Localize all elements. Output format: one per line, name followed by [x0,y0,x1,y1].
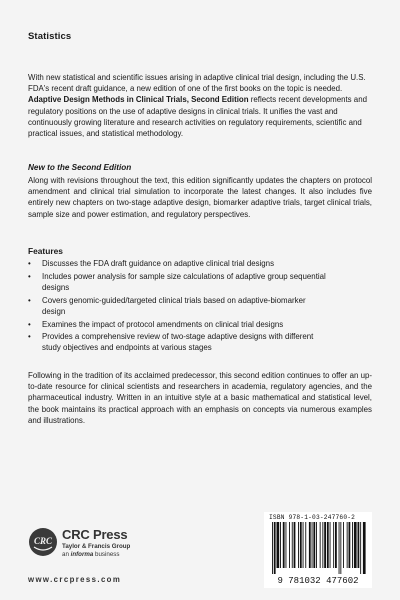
publisher-group: Taylor & Francis Group [62,543,131,550]
feature-item [28,331,328,353]
bullet-icon: • [28,295,31,305]
business-suffix: business [93,551,120,558]
feature-text: Provides a comprehensive review of two-stage adaptive designs with different study objectives and endpoints at various stages [42,332,314,353]
description-text-start: With new statistical and scientific issues arising in adaptive clinical trial design, including the U.S. FDA's recent draft guidance, a new edition of one of the first books on the topic is needed. [28,73,366,94]
barcode-number: 9 781032 477602 [277,576,359,586]
publisher-website: www.crcpress.com [28,575,122,584]
new-edition-paragraph: Along with revisions throughout the text, this edition significantly updates the chapters on protocol amendment and clinical trial simulation to incorporate the latest changes. It also includes five entirely new chapters on two-stage adaptive design, biomarker adaptive trials, target clinical trials, sample size and power estimation, and regulatory perspectives. [28,176,372,219]
feature-text: Includes power analysis for sample size calculations of adaptive group sequential designs [42,271,326,292]
description-text-end: reflects recent developments and regulatory positions on the use of adaptive designs in clinical trials. It unifies the vast and continuously growing literature and research activities on regulatory requirements, scientific and practical issues, and statistical methodology. [28,95,367,139]
closing-paragraph: Following in the tradition of its acclaimed predecessor, this second edition continues to offer an up-to-date resource for clinical scientists and researchers in academia, regulatory agencies, and the pharmaceutical industry. Written in an intuitive style at a basic mathematical and statistical level, the book maintains its practical approach with an emphasis on concepts via numerous examples and illustrations. [28,371,372,425]
features-list [28,258,328,355]
logo-text: CRC [33,536,53,546]
feature-item [28,319,328,330]
barcode-icon [270,522,366,574]
feature-item [28,258,328,269]
category-label: Statistics [28,31,72,42]
publisher-name: CRC Press [62,527,128,542]
book-title: Adaptive Design Methods in Clinical Trials, Second Edition [28,95,249,105]
feature-text: Covers genomic-guided/targeted clinical trials based on adaptive-biomarker design [42,295,306,316]
feature-item [28,271,328,293]
publisher-business [62,551,130,558]
feature-text: Examines the impact of protocol amendments on clinical trial designs [42,319,284,329]
informa-brand: informa [70,551,94,558]
business-prefix: an [62,551,71,558]
new-edition-heading: New to the Second Edition [28,163,132,172]
isbn-label: ISBN 978-1-03-247760-2 [269,514,356,521]
feature-text: Discusses the FDA draft guidance on adaptive clinical trial designs [42,259,275,268]
feature-item [28,295,328,317]
bullet-icon: • [28,332,31,342]
bullet-icon: • [28,319,31,329]
bullet-icon: • [28,271,31,281]
crc-press-logo [28,527,58,557]
description-paragraph [28,72,372,139]
publisher-block [62,527,130,558]
features-heading: Features [28,246,63,256]
bullet-icon: • [28,259,31,268]
